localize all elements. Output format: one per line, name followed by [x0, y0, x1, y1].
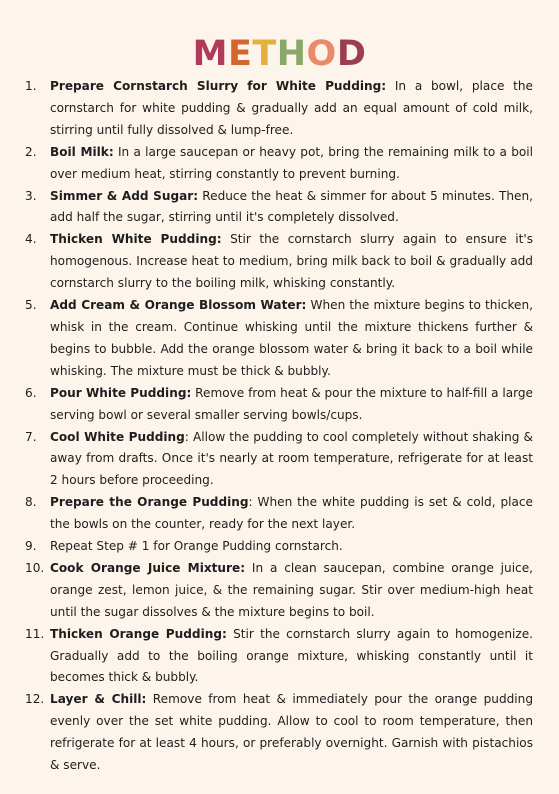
step-number: 12.: [25, 692, 45, 707]
step-number: 9.: [25, 539, 37, 554]
step-number: 8.: [25, 495, 37, 510]
step-number: 2.: [25, 144, 37, 159]
step-item: [25, 689, 533, 777]
step-number: 6.: [25, 385, 37, 400]
step-heading: Prepare the Orange Pudding: [50, 495, 249, 510]
step-heading: Cook Orange Juice Mixture:: [50, 560, 246, 575]
method-steps-list: [25, 76, 533, 777]
step-number: 5.: [25, 298, 37, 313]
step-body: Remove from heat & immediately pour the orange pudding evenly over the set white pudding. Allow to cool to room temperature, then refrigerate for at least 4 hours, or preferably overnight. Garnish with pistachios & serve.: [50, 692, 533, 773]
step-number: 4.: [25, 232, 37, 247]
title-letter: O: [306, 34, 337, 74]
step-heading: Boil Milk:: [50, 144, 114, 159]
title-letter: M: [192, 34, 228, 74]
step-item: [25, 383, 533, 427]
title-letter: D: [336, 34, 367, 74]
step-item: [25, 492, 533, 536]
title-letter: T: [252, 34, 277, 74]
step-body: Reduce the heat & simmer for about 5 minutes. Then, add half the sugar, stirring until it's completely dissolved.: [50, 188, 534, 225]
step-item: [25, 186, 533, 230]
step-heading: Prepare Cornstarch Slurry for White Pudding:: [50, 79, 387, 93]
step-item: [25, 427, 533, 493]
step-item: [25, 142, 533, 186]
step-heading: Pour White Pudding:: [50, 385, 192, 400]
step-body: : When the white pudding is set & cold, place the bowls on the counter, ready for the next layer.: [50, 495, 533, 532]
step-item: [25, 76, 533, 142]
step-body: In a large saucepan or heavy pot, bring the remaining milk to a boil over medium heat, stirring constantly to prevent burning.: [50, 144, 534, 181]
step-body: Remove from heat & pour the mixture to half-fill a large serving bowl or several smaller serving bowls/cups.: [50, 385, 533, 422]
step-body: In a clean saucepan, combine orange juice, orange zest, lemon juice, & the remaining sugar. Stir over medium-high heat until the sugar dissolves & the mixture begins to boil.: [50, 560, 533, 619]
step-number: 1.: [25, 79, 37, 93]
step-body: : Allow the pudding to cool completely without shaking & away from drafts. Once it's nearly at room temperature, refrigerate for at least 2 hours before proceeding.: [50, 429, 533, 488]
step-item: [25, 536, 533, 558]
step-number: 10.: [25, 560, 45, 575]
step-body: Stir the cornstarch slurry again to homogenize. Gradually add to the boiling orange mixture, whisking constantly until it becomes thick & bubbly.: [50, 626, 533, 685]
step-heading: Thicken Orange Pudding:: [50, 626, 227, 641]
step-number: 7.: [25, 429, 37, 444]
step-heading: Add Cream & Orange Blossom Water:: [50, 298, 307, 313]
step-heading: Cool White Pudding: [50, 429, 185, 444]
step-body: Repeat Step # 1 for Orange Pudding cornstarch.: [50, 539, 343, 554]
step-heading: Layer & Chill:: [50, 692, 147, 707]
step-heading: Thicken White Pudding:: [50, 232, 222, 247]
step-body: In a bowl, place the cornstarch for white pudding & gradually add an equal amount of cold milk, stirring until fully dissolved & lump-free.: [50, 79, 533, 137]
step-item: [25, 229, 533, 295]
step-number: 11.: [25, 626, 45, 641]
title-letter: E: [227, 34, 253, 74]
title-letter: H: [276, 34, 307, 74]
step-body: Stir the cornstarch slurry again to ensure it's homogenous. Increase heat to medium, bring milk back to boil & gradually add cornstarch slurry to the boiling milk, whisking constantly.: [50, 232, 534, 291]
step-body: When the mixture begins to thicken, whisk in the cream. Continue whisking until the mixture thickens further & begins to bubble. Add the orange blossom water & bring it back to a boil while whisking. The mixture must be thick & bubbly.: [50, 298, 533, 378]
step-item: [25, 624, 533, 690]
step-item: [25, 295, 533, 383]
step-heading: Simmer & Add Sugar:: [50, 188, 199, 203]
step-number: 3.: [25, 188, 37, 203]
method-title: [0, 34, 559, 74]
step-item: [25, 558, 533, 624]
